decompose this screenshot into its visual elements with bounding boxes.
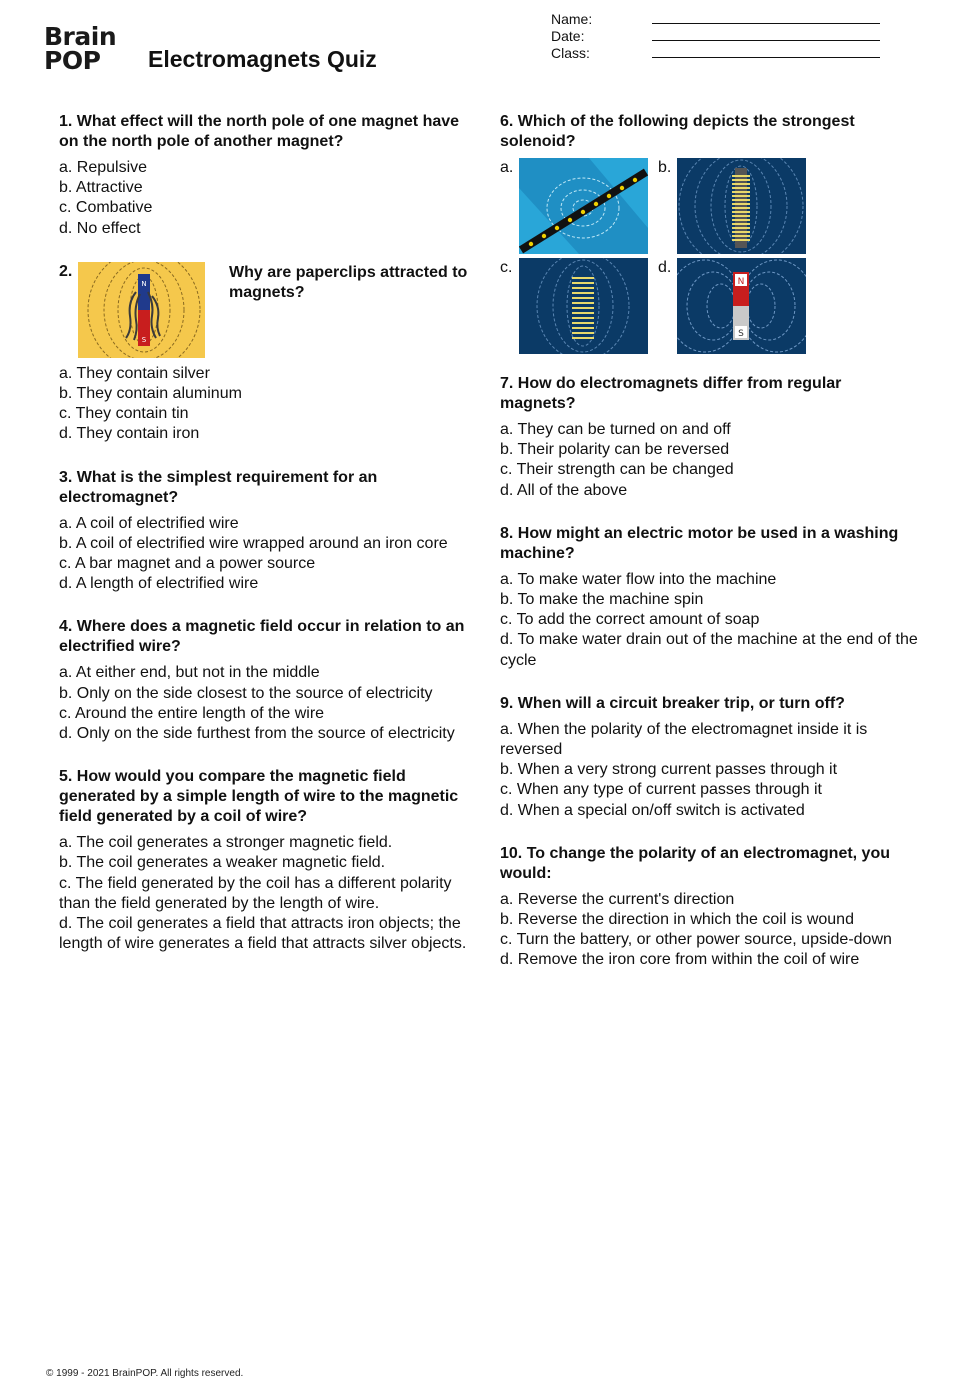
option-d[interactable]: d. To make water drain out of the machine at the end of the cycle xyxy=(500,631,918,669)
option-d[interactable]: d. No effect xyxy=(59,219,141,237)
date-field[interactable] xyxy=(551,27,880,44)
solenoid-image-grid xyxy=(500,158,920,354)
option-a[interactable]: a. xyxy=(500,159,514,176)
option-d[interactable]: d. Remove the iron core from within the coil of wire xyxy=(500,951,860,969)
option-a[interactable]: a. The coil generates a stronger magnetic field. xyxy=(59,834,393,852)
option-b[interactable]: b. xyxy=(658,159,672,176)
question-text: 4. Where does a magnetic field occur in relation to an electrified wire? xyxy=(59,618,465,656)
option-b[interactable]: b. Their polarity can be reversed xyxy=(500,441,730,459)
south-label: S xyxy=(141,335,147,344)
question-number: 2. xyxy=(59,262,73,280)
option-c[interactable]: c. Their strength can be changed xyxy=(500,461,734,479)
option-c[interactable]: c. The field generated by the coil has a different polarity than the field generated by the length of wire. xyxy=(59,874,452,912)
option-d[interactable]: d. The coil generates a field that attracts iron objects; the length of wire generates a field that attracts silver objects. xyxy=(59,915,467,953)
option-c[interactable]: c. Around the entire length of the wire xyxy=(59,704,325,722)
option-c[interactable]: c. When any type of current passes through it xyxy=(500,781,822,799)
option-b[interactable]: b. Only on the side closest to the source of electricity xyxy=(59,684,433,702)
coil-with-core-image[interactable] xyxy=(677,158,806,254)
option-a[interactable]: a. Repulsive xyxy=(59,159,148,176)
straight-wire-image[interactable] xyxy=(519,158,648,254)
option-c[interactable]: c. They contain tin xyxy=(59,405,189,423)
option-b[interactable]: b. Attractive xyxy=(59,179,143,197)
page-title: Electromagnets Quiz xyxy=(148,46,377,72)
option-b[interactable]: b. When a very strong current passes through it xyxy=(500,761,838,779)
question-text: 8. How might an electric motor be used in a washing machine? xyxy=(500,524,899,562)
option-d[interactable]: d. Only on the side furthest from the source of electricity xyxy=(59,725,455,743)
copyright-footer: © 1999 - 2021 BrainPOP. All rights reserved. xyxy=(46,1368,244,1379)
student-info-fields xyxy=(551,10,880,61)
left-column xyxy=(59,112,479,977)
option-a[interactable]: a. Reverse the current's direction xyxy=(500,890,735,908)
question-text: 6. Which of the following depicts the strongest solenoid? xyxy=(500,113,855,150)
question-8 xyxy=(500,524,920,671)
option-c[interactable]: c. To add the correct amount of soap xyxy=(500,611,760,629)
question-text: 3. What is the simplest requirement for an electromagnet? xyxy=(59,468,378,506)
option-d[interactable]: d. When a special on/off switch is activated xyxy=(500,801,805,819)
name-label: Name: xyxy=(551,11,593,27)
option-c[interactable]: c. xyxy=(500,259,513,276)
question-10 xyxy=(500,844,920,971)
question-text: 1. What effect will the north pole of one magnet have on the north pole of another magnet? xyxy=(59,113,460,150)
option-d[interactable]: d. xyxy=(658,259,672,276)
class-field[interactable] xyxy=(551,44,880,61)
north-label: N xyxy=(737,277,745,287)
coil-without-core-image[interactable] xyxy=(519,258,648,354)
question-7 xyxy=(500,374,920,501)
brainpop-logo xyxy=(44,22,126,75)
name-line xyxy=(652,22,880,24)
bar-magnet-image[interactable] xyxy=(677,258,806,354)
option-c[interactable]: c. Combative xyxy=(59,199,153,217)
option-a[interactable]: a. When the polarity of the electromagnet inside it is reversed xyxy=(500,720,868,759)
question-9 xyxy=(500,694,920,821)
date-line xyxy=(652,39,880,41)
option-d[interactable]: d. All of the above xyxy=(500,481,628,499)
option-a[interactable]: a. To make water flow into the machine xyxy=(500,570,777,588)
option-a[interactable]: a. A coil of electrified wire xyxy=(59,514,239,532)
paperclips-magnet-image xyxy=(78,262,205,358)
option-d[interactable]: d. They contain iron xyxy=(59,425,200,443)
right-column xyxy=(500,112,920,994)
option-c[interactable]: c. A bar magnet and a power source xyxy=(59,555,316,573)
question-1 xyxy=(59,112,479,239)
option-b[interactable]: b. Reverse the direction in which the coil is wound xyxy=(500,911,854,929)
south-label: S xyxy=(738,329,744,339)
option-a[interactable]: a. At either end, but not in the middle xyxy=(59,664,320,682)
question-4 xyxy=(59,617,479,744)
logo-line-1: Brain xyxy=(44,22,117,51)
class-line xyxy=(652,56,880,58)
option-a[interactable]: a. They can be turned on and off xyxy=(500,421,731,438)
question-text: Why are paperclips attracted to magnets? xyxy=(229,263,468,301)
north-label: N xyxy=(141,279,147,288)
question-6 xyxy=(500,112,920,354)
option-b[interactable]: b. A coil of electrified wire wrapped around an iron core xyxy=(59,534,448,552)
question-text: 7. How do electromagnets differ from regular magnets? xyxy=(500,375,842,412)
question-text: 9. When will a circuit breaker trip, or turn off? xyxy=(500,694,845,712)
option-a[interactable]: a. They contain silver xyxy=(59,364,210,382)
class-label: Class: xyxy=(551,45,590,61)
coil-windings xyxy=(572,278,594,338)
question-text: 5. How would you compare the magnetic field generated by a simple length of wire to the magnetic field generated by a coil of wire? xyxy=(59,768,459,826)
option-d[interactable]: d. A length of electrified wire xyxy=(59,575,259,593)
question-3 xyxy=(59,468,479,595)
question-text: 10. To change the polarity of an electromagnet, you would: xyxy=(500,844,890,882)
question-2 xyxy=(59,262,479,445)
logo-line-2: POP xyxy=(44,45,101,75)
question-5 xyxy=(59,767,479,954)
name-field[interactable] xyxy=(551,10,880,27)
date-label: Date: xyxy=(551,28,585,44)
option-b[interactable]: b. They contain aluminum xyxy=(59,385,242,403)
option-b[interactable]: b. To make the machine spin xyxy=(500,591,704,609)
option-c[interactable]: c. Turn the battery, or other power source, upside-down xyxy=(500,931,892,949)
option-b[interactable]: b. The coil generates a weaker magnetic field. xyxy=(59,854,386,872)
